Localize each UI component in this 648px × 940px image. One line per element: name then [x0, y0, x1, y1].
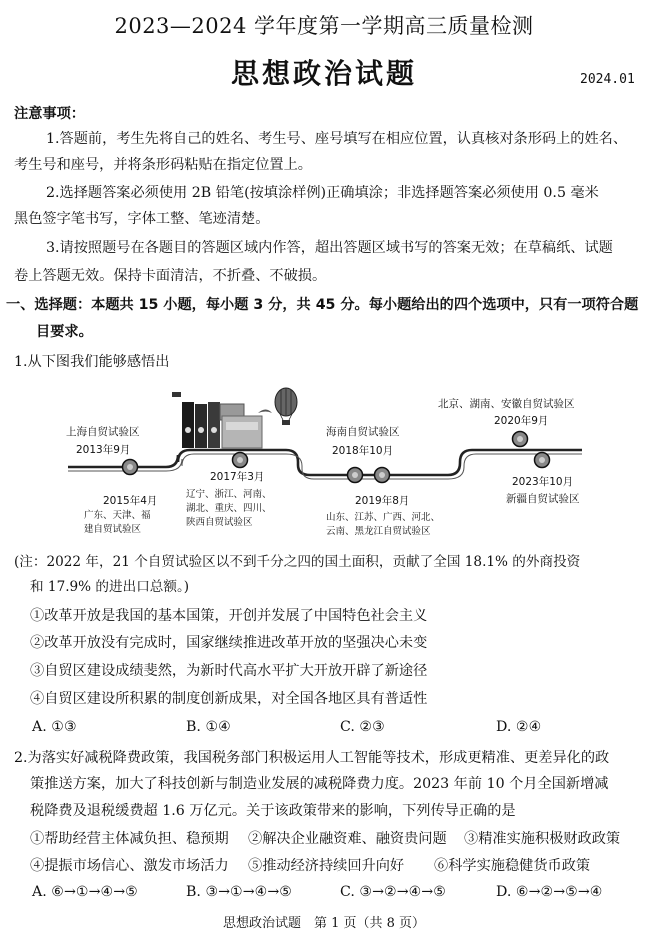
section-1-heading-cont: 目要求。 [36, 324, 93, 340]
tl-2015-date: 2015年4月 [103, 495, 158, 507]
marker-2023 [535, 453, 550, 468]
tl-2019-place-2: 云南、黑龙江自贸试验区 [326, 526, 431, 537]
q1-statement-4: ④自贸区建设所积累的制度创新成果，对全国各地区具有普适性 [30, 691, 428, 707]
notice-line-2a: 2.选择题答案必须使用 2B 铅笔(按填涂样例)正确填涂；非选择题答案必须使用 0.5 毫米 [46, 185, 599, 201]
tl-2020-place: 北京、湖南、安徽自贸试验区 [438, 398, 575, 410]
q1-option-b[interactable]: B. ①④ [186, 719, 231, 735]
tl-2017-place-1: 辽宁、浙江、河南、 [186, 489, 272, 500]
q2-stem-3: 税降费及退税缓费超 1.6 万亿元。关于该政策带来的影响，下列传导正确的是 [30, 803, 516, 819]
tl-2023-date: 2023年10月 [512, 476, 574, 488]
q2-stem-2: 策推送方案，加大了科技创新与制造业发展的减税降费力度。2023 年前 10 个月全国新增减 [30, 776, 609, 792]
tl-2019-date: 2019年8月 [355, 495, 410, 507]
q2-option-d[interactable]: D. ⑥→②→⑤→④ [496, 884, 603, 900]
q1-option-a[interactable]: A. ①③ [32, 719, 77, 735]
q1-stem: 1.从下图我们能够感悟出 [14, 354, 170, 370]
q2-statement-6: ⑥科学实施稳健货币政策 [434, 858, 591, 874]
tl-2015-place-1: 广东、天津、福 [84, 510, 151, 521]
q2-statement-2: ②解决企业融资难、融资贵问题 [248, 831, 447, 847]
bird-icon [258, 410, 272, 414]
tl-2013-date: 2013年9月 [76, 444, 131, 456]
tl-2019-place-1: 山东、江苏、广西、河北、 [326, 512, 441, 523]
q2-option-a[interactable]: A. ⑥→①→④→⑤ [32, 884, 138, 900]
exam-date: 2024.01 [580, 72, 635, 87]
tl-2020-date: 2020年9月 [494, 415, 549, 427]
q1-option-d[interactable]: D. ②④ [496, 719, 542, 735]
q2-statement-5: ⑤推动经济持续回升向好 [248, 858, 405, 874]
marker-2013 [123, 460, 138, 475]
q1-statement-1: ①改革开放是我国的基本国策，开创并发展了中国特色社会主义 [30, 608, 428, 624]
subject-title: 思想政治试题 [230, 57, 417, 90]
q2-option-c[interactable]: C. ③→②→④→⑤ [340, 884, 446, 900]
q1-option-c[interactable]: C. ②③ [340, 719, 385, 735]
timeline-path-shadow [68, 454, 582, 479]
notice-line-1a: 1.答题前，考生先将自己的姓名、考生号、座号填写在相应位置，认真核对条形码上的姓名、 [46, 131, 628, 147]
tl-2017-place-3: 陕西自贸试验区 [186, 517, 253, 528]
exam-header: 2023—2024 学年度第一学期高三质量检测 [114, 14, 534, 38]
notice-line-3a: 3.请按照题号在各题目的答题区域内作答，超出答题区域书写的答案无效；在草稿纸、试题 [46, 240, 613, 256]
notice-line-3b: 卷上答题无效。保持卡面清洁，不折叠、不破损。 [14, 268, 327, 284]
q2-stem-1: 2.为落实好减税降费政策，我国税务部门积极运用人工智能等技术，形成更精准、更差异化的政 [14, 750, 610, 766]
notice-line-1b: 考生号和座号，并将条形码粘贴在指定位置上。 [14, 157, 312, 173]
tl-2015-place-2: 建自贸试验区 [84, 524, 142, 535]
timeline-path [68, 450, 582, 475]
tl-2017-date: 2017年3月 [210, 471, 265, 483]
marker-2020 [513, 432, 528, 447]
q2-statement-4: ④提振市场信心、激发市场活力 [30, 858, 229, 874]
q2-statement-1: ①帮助经营主体减负担、稳预期 [30, 831, 229, 847]
notice-line-2b: 黑色签字笔书写，字体工整、笔迹清楚。 [14, 211, 270, 227]
q1-note-1: (注：2022 年，21 个自贸试验区以不到千分之四的国土面积，贡献了全国 18.1% 的外商投资 [14, 554, 581, 570]
notice-heading: 注意事项： [14, 106, 85, 122]
marker-2019 [375, 468, 390, 483]
tl-2023-place: 新疆自贸试验区 [506, 493, 580, 505]
tl-2018-place: 海南自贸试验区 [326, 426, 400, 438]
section-1-heading: 一、选择题：本题共 15 小题，每小题 3 分，共 45 分。每小题给出的四个选项中，只有一项符合题 [6, 297, 639, 313]
tl-2018-date: 2018年10月 [332, 445, 394, 457]
binders-icon [172, 392, 262, 448]
tl-2013-place: 上海自贸试验区 [66, 426, 140, 438]
q1-note-2: 和 17.9% 的进出口总额。) [30, 579, 190, 595]
tl-2017-place-2: 湖北、重庆、四川、 [186, 503, 272, 514]
marker-2018 [348, 468, 363, 483]
q2-option-b[interactable]: B. ③→①→④→⑤ [186, 884, 292, 900]
hot-air-balloon-icon [275, 388, 297, 425]
q2-statement-3: ③精准实施积极财政政策 [464, 831, 621, 847]
page-footer: 思想政治试题 第 1 页（共 8 页） [222, 916, 426, 931]
marker-2017 [233, 453, 248, 468]
q1-statement-3: ③自贸区建设成绩斐然，为新时代高水平扩大开放开辟了新途径 [30, 663, 428, 679]
q1-statement-2: ②改革开放没有完成时，国家继续推进改革开放的坚强决心未变 [30, 635, 428, 651]
